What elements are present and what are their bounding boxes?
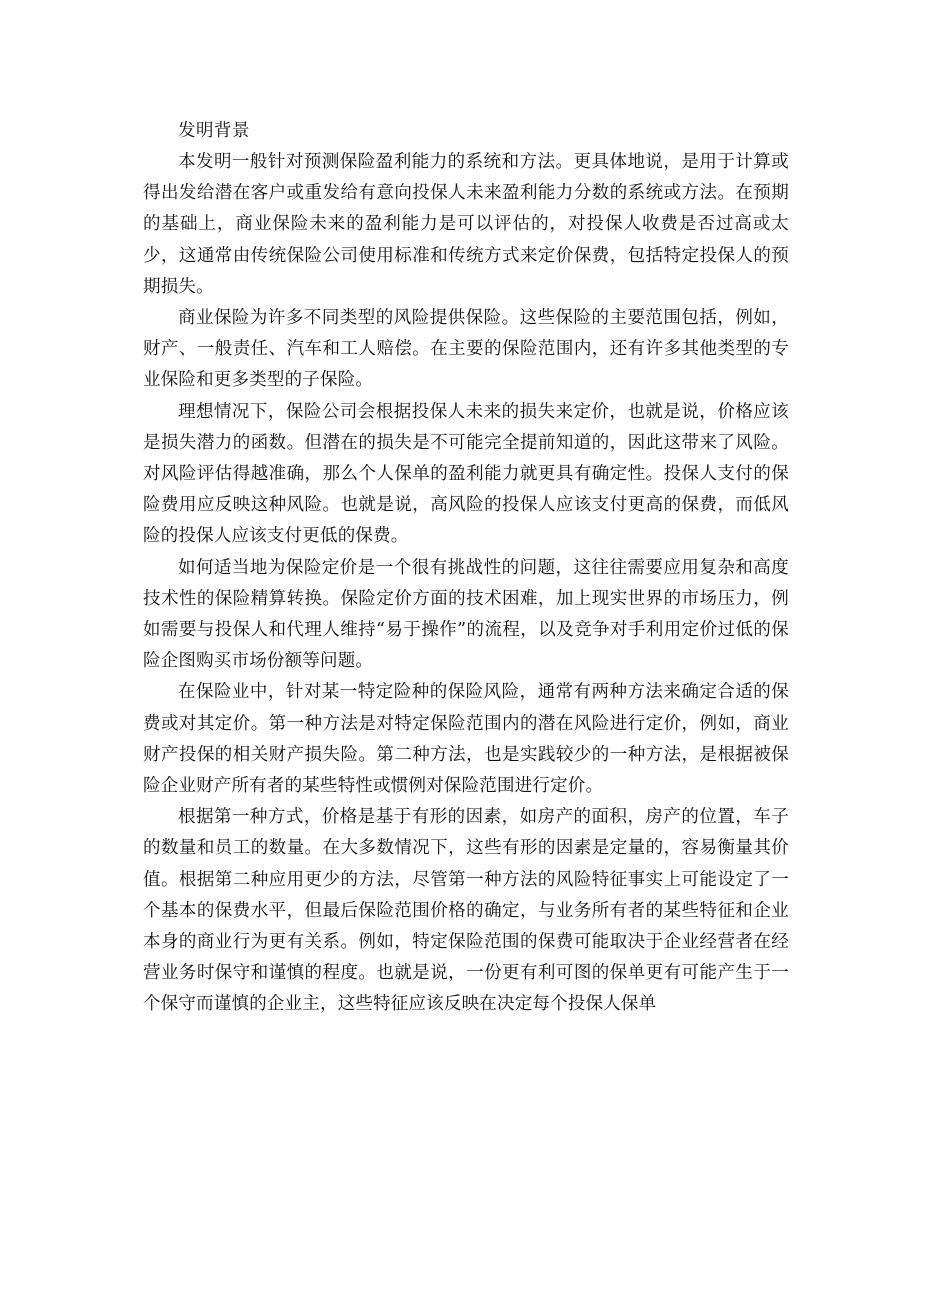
document-page	[143, 116, 789, 1021]
paragraph-5: 在保险业中，针对某一特定险种的保险风险，通常有两种方法来确定合适的保费或对其定价。第一种方法是对特定保险范围内的潜在风险进行定价，例如，商业财产投保的相关财产损失险。第二种方法，也是实践较少的一种方法，是根据被保险企业财产所有者的某些特性或惯例对保险范围进行定价。	[143, 682, 789, 797]
paragraph-4: 如何适当地为保险定价是一个很有挑战性的问题，这往往需要应用复杂和高度技术性的保险精算转换。保险定价方面的技术困难，加上现实世界的市场压力，例如需要与投保人和代理人维持“易于操作”的流程，以及竞争对手利用定价过低的保险企图购买市场份额等问题。	[143, 557, 789, 672]
paragraph-2: 商业保险为许多不同类型的风险提供保险。这些保险的主要范围包括，例如，财产、一般责任、汽车和工人赔偿。在主要的保险范围内，还有许多其他类型的专业保险和更多类型的子保险。	[143, 308, 789, 391]
paragraph-6: 根据第一种方式，价格是基于有形的因素，如房产的面积，房产的位置，车子的数量和员工的数量。在大多数情况下，这些有形的因素是定量的，容易衡量其价值。根据第二种应用更少的方法，尽管第一种方法的风险特征事实上可能设定了一个基本的保费水平，但最后保险范围价格的确定，与业务所有者的某些特征和企业本身的商业行为更有关系。例如，特定保险范围的保费可能取决于企业经营者在经营业务时保守和谨慎的程度。也就是说，一份更有利可图的保单更有可能产生于一个保守而谨慎的企业主，这些特征应该反映在决定每个投保人保单	[143, 807, 789, 1015]
paragraph-1: 本发明一般针对预测保险盈利能力的系统和方法。更具体地说，是用于计算或得出发给潜在客户或重发给有意向投保人未来盈利能力分数的系统或方法。在预期的基础上，商业保险未来的盈利能力是可以评估的，对投保人收费是否过高或太少，这通常由传统保险公司使用标准和传统方式来定价保费，包括特定投保人的预期损失。	[143, 152, 789, 297]
paragraph-3: 理想情况下，保险公司会根据投保人未来的损失来定价，也就是说，价格应该是损失潜力的函数。但潜在的损失是不可能完全提前知道的，因此这带来了风险。对风险评估得越准确，那么个人保单的盈利能力就更具有确定性。投保人支付的保险费用应反映这种风险。也就是说，高风险的投保人应该支付更高的保费，而低风险的投保人应该支付更低的保费。	[143, 401, 789, 547]
section-heading: 发明背景	[178, 121, 250, 141]
